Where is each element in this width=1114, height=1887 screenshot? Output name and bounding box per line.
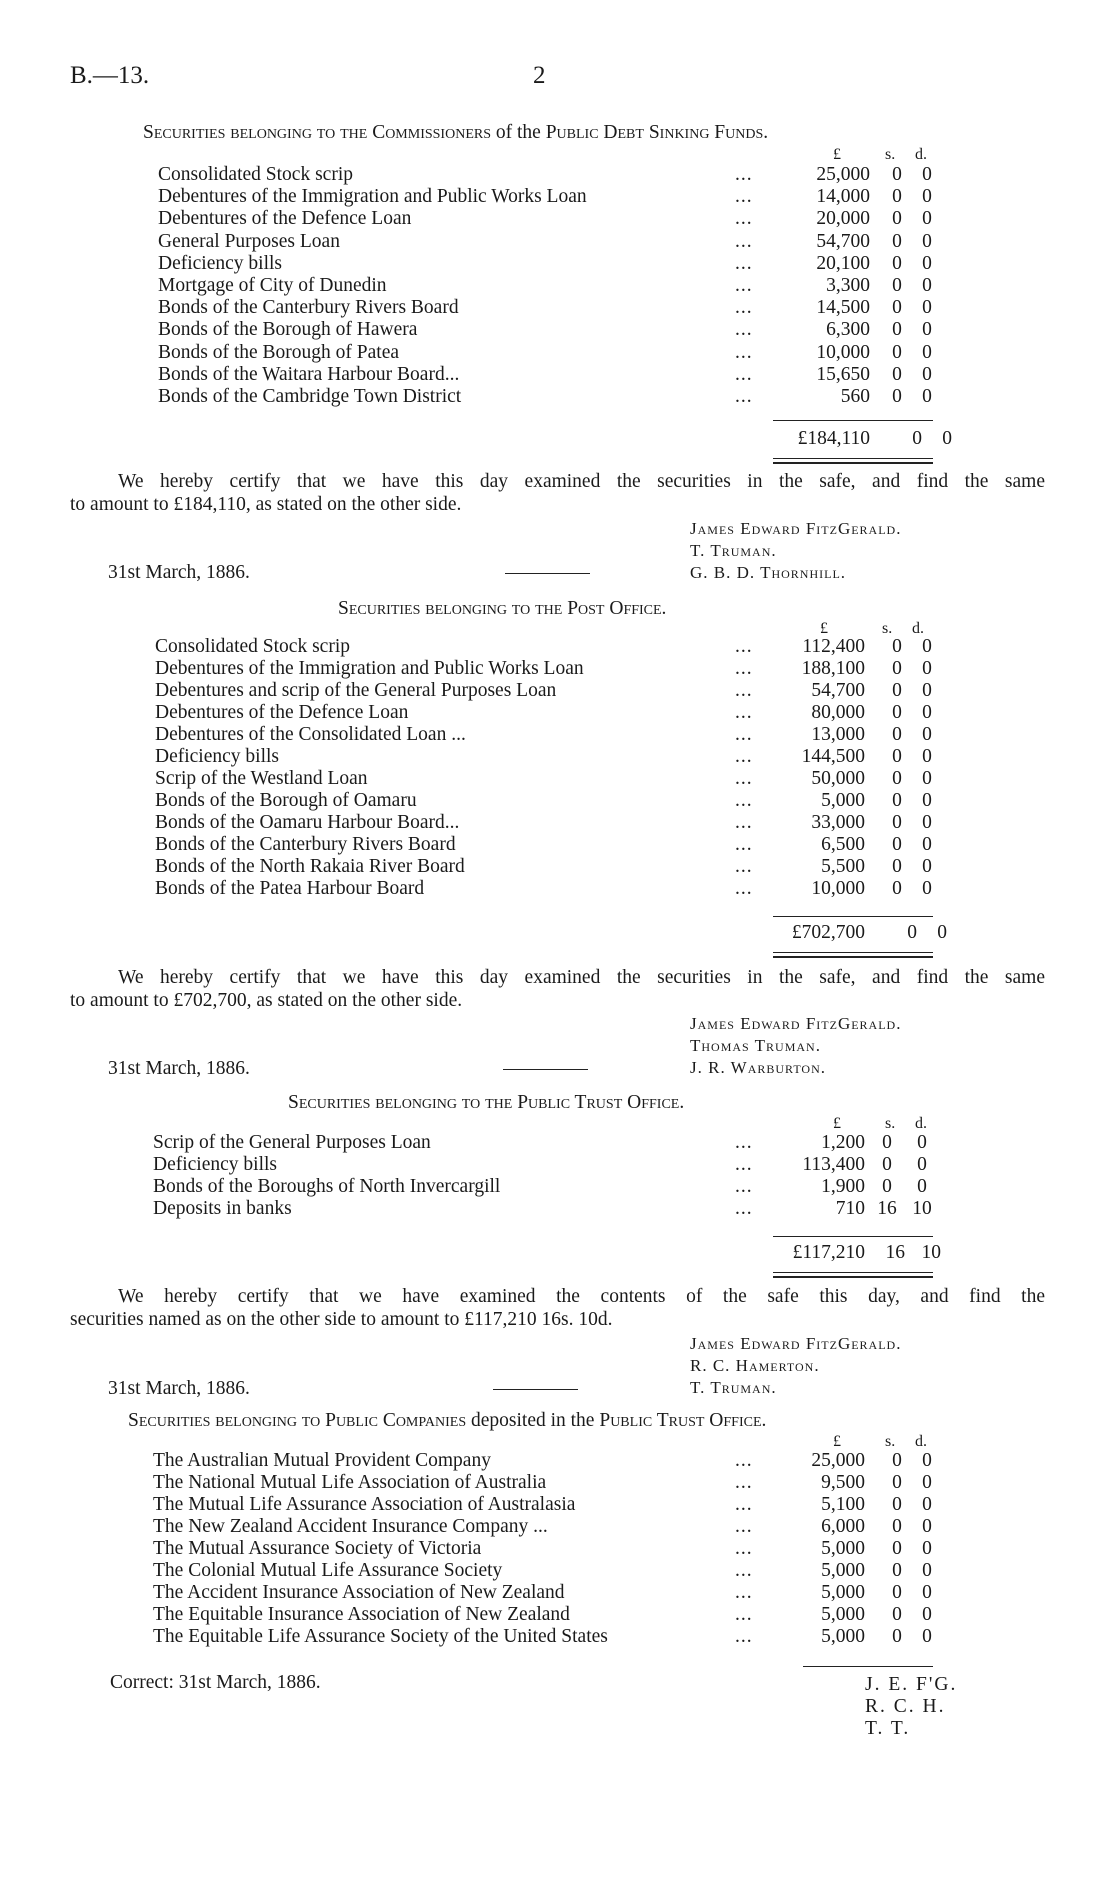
amount-pence: 0: [922, 878, 932, 899]
amount-shillings: 0: [892, 636, 902, 657]
signatory: T. Truman.: [690, 1378, 777, 1397]
amount-shillings: 0: [892, 275, 902, 296]
amount-shillings: 0: [892, 1450, 902, 1471]
amount-shillings: 0: [892, 680, 902, 701]
row-label: Bonds of the Patea Harbour Board: [155, 878, 425, 899]
amount-pounds: 1,200: [821, 1132, 865, 1153]
total-row: [765, 1242, 941, 1264]
amount-pence: 0: [922, 856, 932, 877]
row-label: Bonds of the North Rakaia River Board: [155, 856, 465, 877]
amount-pounds: 25,000: [811, 1450, 865, 1471]
amount-pence: 0: [922, 1494, 932, 1515]
signatory: R. C. Hamerton.: [690, 1356, 820, 1375]
title-part: Public Trust Office.: [517, 1092, 685, 1113]
amount-shillings: 0: [892, 878, 902, 899]
table-row: [155, 790, 980, 812]
pence-header: d.: [915, 1433, 927, 1450]
title-part: Public Companies: [325, 1410, 467, 1431]
certificate-line-1: We hereby certify that we have this day examined the securities in the safe, and find the same: [118, 471, 1045, 492]
table-row: [158, 186, 980, 208]
table-row: [158, 342, 980, 364]
amount-pence: 0: [922, 386, 932, 407]
row-label: Deficiency bills: [153, 1154, 277, 1175]
total-row: [770, 428, 952, 450]
initials: J. E. F'G.: [865, 1674, 958, 1695]
total-pence: 0: [942, 428, 952, 449]
amount-shillings: 0: [882, 1132, 892, 1153]
table-row: [153, 1516, 980, 1538]
amount-shillings: 0: [892, 386, 902, 407]
row-label: The National Mutual Life Association of Australia: [153, 1472, 547, 1493]
amount-pence: 0: [922, 319, 932, 341]
title-part: Securities belonging to: [128, 1410, 326, 1431]
shillings-header: s.: [882, 620, 893, 637]
table-row: [153, 1604, 980, 1626]
amount-pounds: 54,700: [816, 230, 870, 252]
amount-pence: 0: [922, 1516, 932, 1537]
leader-dots: ...: [735, 1560, 753, 1581]
shillings-header: s.: [885, 146, 896, 163]
leader-dots: ...: [735, 386, 753, 407]
page-number: 2: [533, 62, 546, 89]
row-label: Bonds of the Cambridge Town District: [158, 386, 462, 407]
table-row: [158, 231, 980, 253]
table-row: [155, 724, 980, 746]
total-shillings: 16: [885, 1242, 905, 1263]
total-double-rule: [773, 458, 933, 464]
amount-pence: 0: [922, 790, 932, 811]
amount-pounds: 560: [840, 386, 870, 407]
initials: R. C. H.: [865, 1696, 946, 1717]
row-label: Bonds of the Waitara Harbour Board...: [158, 363, 460, 385]
amount-pounds: 144,500: [801, 746, 865, 767]
amount-pence: 0: [917, 1176, 927, 1197]
document-reference: B.—13.: [70, 62, 150, 89]
leader-dots: ...: [735, 636, 753, 657]
amount-pounds: 13,000: [811, 724, 865, 745]
amount-shillings: 0: [892, 297, 902, 319]
table-row: [153, 1176, 980, 1198]
amount-pence: 0: [922, 702, 932, 723]
leader-dots: ...: [735, 186, 753, 208]
amount-pounds: 10,000: [811, 878, 865, 899]
leader-dots: ...: [735, 1472, 753, 1493]
date: 31st March, 1886.: [108, 562, 250, 583]
leader-dots: ...: [735, 1604, 753, 1625]
date: 31st March, 1886.: [108, 1378, 250, 1399]
table-row: [153, 1198, 980, 1220]
table-row: [155, 834, 980, 856]
row-label: General Purposes Loan: [158, 230, 340, 252]
table-row: [155, 680, 980, 702]
amount-shillings: 0: [892, 1538, 902, 1559]
pence-header: d.: [915, 146, 927, 163]
leader-dots: ...: [735, 319, 753, 341]
leader-dots: ...: [735, 252, 753, 274]
separator-dash: [503, 1069, 588, 1070]
certificate-text: [70, 966, 1045, 1012]
signatory: James Edward FitzGerald.: [690, 1014, 902, 1033]
table-row: [153, 1538, 980, 1560]
section-title-public-trust: [288, 1092, 684, 1114]
amount-pounds: 113,400: [802, 1154, 865, 1175]
row-label: Debentures of the Immigration and Public Works Loan: [158, 186, 587, 208]
leader-dots: ...: [735, 724, 753, 745]
table-row: [153, 1626, 980, 1648]
amount-shillings: 0: [892, 746, 902, 767]
table-row: [153, 1154, 980, 1176]
amount-shillings: 0: [892, 1516, 902, 1537]
table-row: [158, 275, 980, 297]
amount-pence: 0: [922, 812, 932, 833]
amount-pence: 0: [917, 1154, 927, 1175]
amount-pence: 0: [922, 724, 932, 745]
amount-pence: 0: [922, 1604, 932, 1625]
amount-pounds: 5,500: [821, 856, 865, 877]
amount-pounds: 14,500: [816, 297, 870, 319]
signatory: J. R. Warburton.: [690, 1058, 827, 1077]
table-row: [155, 812, 980, 834]
amount-pounds: 5,000: [821, 790, 865, 811]
amount-pence: 0: [922, 363, 932, 385]
table-row: [153, 1450, 980, 1472]
amount-pence: 0: [922, 746, 932, 767]
total-rule: [773, 420, 933, 421]
table-row: [155, 658, 980, 680]
amount-pence: 0: [922, 680, 932, 701]
row-label: Mortgage of City of Dunedin: [158, 275, 387, 296]
table-row: [155, 768, 980, 790]
signatory: James Edward FitzGerald.: [690, 1334, 902, 1353]
table-row: [155, 636, 980, 658]
leader-dots: ...: [735, 1538, 753, 1559]
amount-pence: 0: [922, 1560, 932, 1581]
amount-pounds: 3,300: [826, 275, 870, 296]
certificate-line-2: securities named as on the other side to amount to £117,210 16s. 10d.: [70, 1309, 613, 1330]
leader-dots: ...: [735, 1494, 753, 1515]
amount-pounds: 9,500: [821, 1472, 865, 1493]
row-label: The Mutual Assurance Society of Victoria: [153, 1538, 482, 1559]
title-part: Securities belonging to the: [338, 598, 568, 619]
total-pence: 0: [937, 922, 947, 943]
row-label: Debentures of the Defence Loan: [158, 208, 412, 230]
amount-shillings: 0: [892, 768, 902, 789]
amount-pounds: 10,000: [816, 341, 870, 363]
leader-dots: ...: [735, 680, 753, 701]
amount-pounds: 710: [835, 1198, 865, 1219]
total-rule: [803, 1666, 933, 1667]
row-label: Bonds of the Borough of Oamaru: [155, 790, 417, 811]
amount-shillings: 0: [892, 208, 902, 230]
amount-pounds: 6,000: [821, 1516, 865, 1537]
table-row: [153, 1472, 980, 1494]
amount-shillings: 0: [892, 1604, 902, 1625]
total-double-rule: [773, 1272, 933, 1278]
table-row: [153, 1494, 980, 1516]
shillings-header: s.: [885, 1433, 896, 1450]
title-part: Securities belonging to the: [143, 122, 373, 143]
amount-shillings: 0: [892, 834, 902, 855]
leader-dots: ...: [735, 208, 753, 230]
table-row: [158, 386, 980, 408]
leader-dots: ...: [735, 790, 753, 811]
table-row: [153, 1560, 980, 1582]
row-label: Debentures of the Consolidated Loan ...: [155, 724, 466, 745]
row-label: Debentures and scrip of the General Purposes Loan: [155, 680, 557, 701]
signatory: G. B. D. Thornhill.: [690, 563, 847, 582]
row-label: The Colonial Mutual Life Assurance Society: [153, 1560, 503, 1581]
row-label: Bonds of the Canterbury Rivers Board: [158, 297, 459, 319]
amount-pence: 0: [922, 297, 932, 319]
leader-dots: ...: [735, 230, 753, 252]
row-label: The Equitable Insurance Association of New Zealand: [153, 1604, 570, 1625]
pounds-header: £: [833, 146, 841, 163]
amount-pence: 0: [922, 1582, 932, 1603]
table-row: [155, 746, 980, 768]
leader-dots: ...: [735, 275, 753, 296]
total-pounds: £117,210: [792, 1242, 865, 1263]
amount-pounds: 50,000: [811, 768, 865, 789]
amount-pounds: 25,000: [816, 164, 870, 185]
row-label: Deficiency bills: [158, 252, 282, 274]
leader-dots: ...: [735, 856, 753, 877]
amount-pounds: 5,000: [821, 1582, 865, 1603]
amount-shillings: 0: [892, 186, 902, 208]
amount-shillings: 0: [892, 856, 902, 877]
title-part: Commissioners: [372, 122, 491, 143]
amount-pounds: 33,000: [811, 812, 865, 833]
amount-shillings: 0: [892, 702, 902, 723]
row-label: Scrip of the Westland Loan: [155, 768, 368, 789]
shillings-header: s.: [885, 1115, 896, 1132]
total-rule: [773, 1236, 933, 1237]
leader-dots: ...: [735, 746, 753, 767]
row-label: Bonds of the Oamaru Harbour Board...: [155, 812, 460, 833]
table-row: [158, 164, 980, 186]
amount-pounds: 6,300: [826, 319, 870, 341]
amount-shillings: 0: [882, 1176, 892, 1197]
signatory: T. Truman.: [690, 541, 777, 560]
amount-shillings: 0: [892, 164, 902, 185]
leader-dots: ...: [735, 1132, 753, 1153]
amount-shillings: 0: [892, 252, 902, 274]
amount-shillings: 0: [892, 341, 902, 363]
amount-shillings: 0: [892, 1560, 902, 1581]
amount-pounds: 54,700: [811, 680, 865, 701]
row-label: Bonds of the Borough of Hawera: [158, 319, 418, 341]
date: 31st March, 1886.: [108, 1058, 250, 1079]
amount-pounds: 20,000: [816, 208, 870, 230]
section-title-sinking-funds: [143, 122, 768, 144]
amount-shillings: 0: [892, 1472, 902, 1493]
leader-dots: ...: [735, 812, 753, 833]
certificate-line-2: to amount to £702,700, as stated on the other side.: [70, 990, 463, 1011]
table-row: [158, 364, 980, 386]
leader-dots: ...: [735, 658, 753, 679]
amount-pence: 0: [917, 1132, 927, 1153]
row-label: Debentures of the Immigration and Public Works Loan: [155, 658, 584, 679]
amount-shillings: 0: [892, 790, 902, 811]
leader-dots: ...: [735, 363, 753, 385]
section-title-post-office: [338, 598, 666, 620]
amount-pence: 0: [922, 1538, 932, 1559]
amount-shillings: 0: [892, 1494, 902, 1515]
total-double-rule: [773, 952, 933, 958]
amount-pounds: 188,100: [801, 658, 865, 679]
initials: T. T.: [865, 1718, 911, 1739]
amount-pence: 0: [922, 1450, 932, 1471]
amount-pence: 0: [922, 252, 932, 274]
signatory: Thomas Truman.: [690, 1036, 821, 1055]
table-row: [155, 878, 980, 900]
amount-pence: 0: [922, 1626, 932, 1647]
amount-pence: 0: [922, 164, 932, 185]
amount-pence: 0: [922, 275, 932, 296]
amount-pence: 0: [922, 1472, 932, 1493]
amount-pence: 0: [922, 186, 932, 208]
amount-shillings: 0: [892, 319, 902, 341]
amount-pence: 0: [922, 341, 932, 363]
row-label: The Accident Insurance Association of New Zealand: [153, 1582, 565, 1603]
title-part: Post Office.: [567, 598, 667, 619]
amount-pence: 0: [922, 208, 932, 230]
row-label: The Australian Mutual Provident Company: [153, 1450, 491, 1471]
table-row: [155, 856, 980, 878]
row-label: Deficiency bills: [155, 746, 279, 767]
title-part: of the: [491, 122, 546, 143]
amount-shillings: 0: [892, 1582, 902, 1603]
row-label: The New Zealand Accident Insurance Company ...: [153, 1516, 548, 1537]
certificate-line-1: We hereby certify that we have examined the contents of the safe this day, and find the: [118, 1286, 1045, 1307]
amount-shillings: 16: [877, 1198, 897, 1219]
amount-shillings: 0: [892, 812, 902, 833]
table-row: [158, 253, 980, 275]
table-row: [158, 297, 980, 319]
amount-pounds: 5,000: [821, 1626, 865, 1647]
leader-dots: ...: [735, 768, 753, 789]
amount-pounds: 5,000: [821, 1538, 865, 1559]
amount-pounds: 15,650: [816, 363, 870, 385]
leader-dots: ...: [735, 1582, 753, 1603]
leader-dots: ...: [735, 834, 753, 855]
row-label: Bonds of the Borough of Patea: [158, 341, 400, 363]
pounds-header: £: [820, 620, 828, 637]
separator-dash: [505, 573, 590, 574]
pounds-header: £: [833, 1115, 841, 1132]
amount-pounds: 1,900: [821, 1176, 865, 1197]
leader-dots: ...: [735, 1154, 753, 1175]
total-pence: 10: [921, 1242, 941, 1263]
title-part: Public Debt Sinking Funds.: [545, 122, 769, 143]
row-label: Bonds of the Canterbury Rivers Board: [155, 834, 456, 855]
amount-pounds: 5,000: [821, 1560, 865, 1581]
correct-statement: Correct: 31st March, 1886.: [110, 1672, 321, 1693]
amount-pounds: 5,000: [821, 1604, 865, 1625]
title-part: Public Trust Office.: [599, 1410, 767, 1431]
certificate-text: [70, 1285, 1045, 1331]
leader-dots: ...: [735, 702, 753, 723]
amount-pounds: 80,000: [811, 702, 865, 723]
amount-pounds: 6,500: [821, 834, 865, 855]
certificate-line-1: We hereby certify that we have this day examined the securities in the safe, and find the same: [118, 967, 1045, 988]
amount-shillings: 0: [892, 724, 902, 745]
amount-pounds: 20,100: [816, 252, 870, 274]
table-row: [153, 1582, 980, 1604]
total-shillings: 0: [907, 922, 917, 943]
row-label: The Mutual Life Assurance Association of Australasia: [153, 1494, 576, 1515]
amount-pence: 10: [912, 1198, 932, 1219]
table-row: [158, 319, 980, 341]
pence-header: d.: [915, 1115, 927, 1132]
amount-pence: 0: [922, 230, 932, 252]
signatory: James Edward FitzGerald.: [690, 519, 902, 538]
certificate-text: [70, 470, 1045, 516]
pence-header: d.: [912, 620, 924, 637]
amount-shillings: 0: [882, 1154, 892, 1175]
row-label: Bonds of the Boroughs of North Invercargill: [153, 1176, 501, 1197]
title-part: Securities belonging to the: [288, 1092, 518, 1113]
amount-shillings: 0: [892, 363, 902, 385]
amount-pence: 0: [922, 636, 932, 657]
amount-pence: 0: [922, 658, 932, 679]
amount-shillings: 0: [892, 230, 902, 252]
total-shillings: 0: [912, 428, 922, 449]
leader-dots: ...: [735, 1626, 753, 1647]
separator-dash: [493, 1389, 578, 1390]
leader-dots: ...: [735, 1450, 753, 1471]
leader-dots: ...: [735, 1198, 753, 1219]
total-pounds: £184,110: [797, 428, 870, 449]
total-row: [765, 922, 947, 944]
row-label: Consolidated Stock scrip: [155, 636, 350, 657]
leader-dots: ...: [735, 297, 753, 319]
row-label: Consolidated Stock scrip: [158, 164, 353, 185]
leader-dots: ...: [735, 341, 753, 363]
row-label: Deposits in banks: [153, 1198, 292, 1219]
leader-dots: ...: [735, 1176, 753, 1197]
total-rule: [773, 916, 933, 917]
table-row: [153, 1132, 980, 1154]
amount-shillings: 0: [892, 658, 902, 679]
amount-pence: 0: [922, 834, 932, 855]
row-label: Debentures of the Defence Loan: [155, 702, 409, 723]
leader-dots: ...: [735, 1516, 753, 1537]
row-label: The Equitable Life Assurance Society of the United States: [153, 1626, 608, 1647]
certificate-line-2: to amount to £184,110, as stated on the other side.: [70, 494, 462, 515]
amount-shillings: 0: [892, 1626, 902, 1647]
amount-pounds: 112,400: [802, 636, 865, 657]
row-label: Scrip of the General Purposes Loan: [153, 1132, 431, 1153]
pounds-header: £: [833, 1433, 841, 1450]
section-title-public-companies: [128, 1410, 766, 1432]
amount-pence: 0: [922, 768, 932, 789]
table-row: [158, 208, 980, 230]
amount-pounds: 14,000: [816, 186, 870, 208]
leader-dots: ...: [735, 878, 753, 899]
table-row: [155, 702, 980, 724]
amount-pounds: 5,100: [821, 1494, 865, 1515]
title-part: deposited in the: [466, 1410, 600, 1431]
leader-dots: ...: [735, 164, 753, 185]
total-pounds: £702,700: [791, 922, 865, 943]
